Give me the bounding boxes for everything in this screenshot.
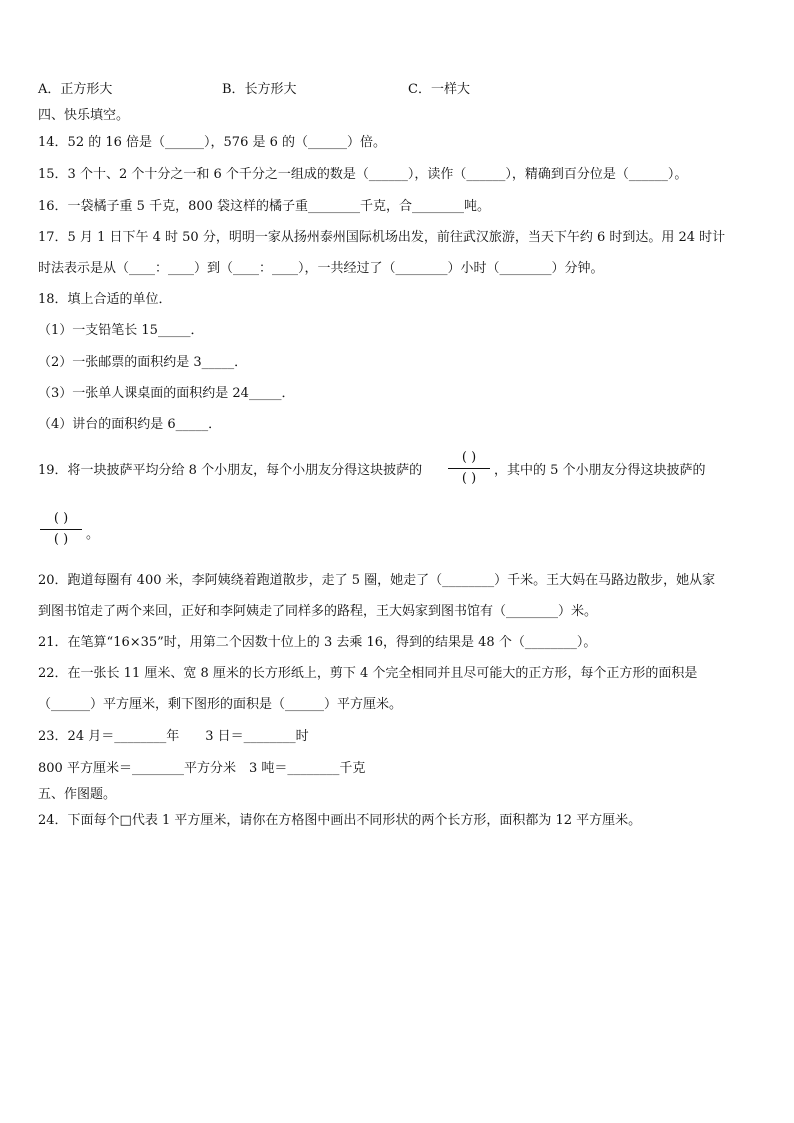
question-24: 24．下面每个□代表 1 平方厘米，请你在方格图中画出不同形状的两个长方形，面积都为 12 平方厘米。 (38, 813, 642, 828)
question-16: 16．一袋橘子重 5 千克，800 袋这样的橘子重________千克，合________吨。 (38, 199, 491, 214)
question-23-line-1: 23．24 月＝________年 3 日＝________时 (38, 729, 309, 744)
question-18-item-1: （1）一支铅笔长 15_____． (38, 323, 204, 338)
question-22-line-2: （______）平方厘米，剩下图形的面积是（______）平方厘米。 (38, 697, 403, 712)
question-15: 15．3 个十、2 个十分之一和 6 个千分之一组成的数是（______），读作（______），精确到百分位是（______）。 (38, 167, 688, 182)
question-19-part-2: ，其中的 5 个小朋友分得这块披萨的 (494, 463, 706, 478)
question-14: 14．52 的 16 倍是（______），576 是 6 的（______）倍。 (38, 135, 387, 150)
question-18-item-4: （4）讲台的面积约是 6_____． (38, 417, 222, 432)
fraction-numerator: ( ) (53, 511, 69, 526)
question-22-line-1: 22．在一张长 11 厘米、宽 8 厘米的长方形纸上，剪下 4 个完全相同并且尽可能大的正方形，每个正方形的面积是 (38, 666, 698, 681)
section-four-heading: 四、快乐填空。 (38, 108, 130, 123)
fraction-bar (40, 529, 82, 530)
question-23-line-2: 800 平方厘米＝________平方分米 3 吨＝________千克 (38, 761, 366, 776)
option-b: B．长方形大 (222, 82, 297, 97)
fraction-numerator: ( ) (461, 450, 477, 465)
option-a: A．正方形大 (38, 82, 113, 97)
question-20-line-1: 20．跑道每圈有 400 米，李阿姨绕着跑道散步，走了 5 圈，她走了（________）千米。王大妈在马路边散步，她从家 (38, 573, 716, 588)
question-18: 18．填上合适的单位． (38, 292, 172, 307)
question-17-line-2: 时法表示是从（____：____）到（____：____），一共经过了（________）小时（________）分钟。 (38, 261, 604, 276)
option-c: C．一样大 (408, 82, 470, 97)
question-21: 21．在笔算“16×35”时，用第二个因数十位上的 3 去乘 16，得到的结果是 48 个（________）。 (38, 635, 597, 650)
question-17-line-1: 17．5 月 1 日下午 4 时 50 分，明明一家从扬州泰州国际机场出发，前往武汉旅游，当天下午约 6 时到达。用 24 时计 (38, 230, 726, 245)
fraction-blank-2 (36, 511, 86, 548)
fraction-blank-1 (444, 450, 494, 487)
question-18-item-3: （3）一张单人课桌面的面积约是 24_____． (38, 386, 295, 401)
section-five-heading: 五、作图题。 (38, 787, 117, 802)
fraction-bar (448, 468, 490, 469)
fraction-denominator: ( ) (461, 471, 477, 486)
question-19-part-1: 19．将一块披萨平均分给 8 个小朋友，每个小朋友分得这块披萨的 (38, 463, 423, 478)
question-20-line-2: 到图书馆走了两个来回，正好和李阿姨走了同样多的路程，王大妈家到图书馆有（________）米。 (38, 604, 598, 619)
fraction-denominator: ( ) (53, 532, 69, 547)
question-19-period: 。 (86, 527, 100, 542)
question-18-item-2: （2）一张邮票的面积约是 3_____． (38, 355, 248, 370)
